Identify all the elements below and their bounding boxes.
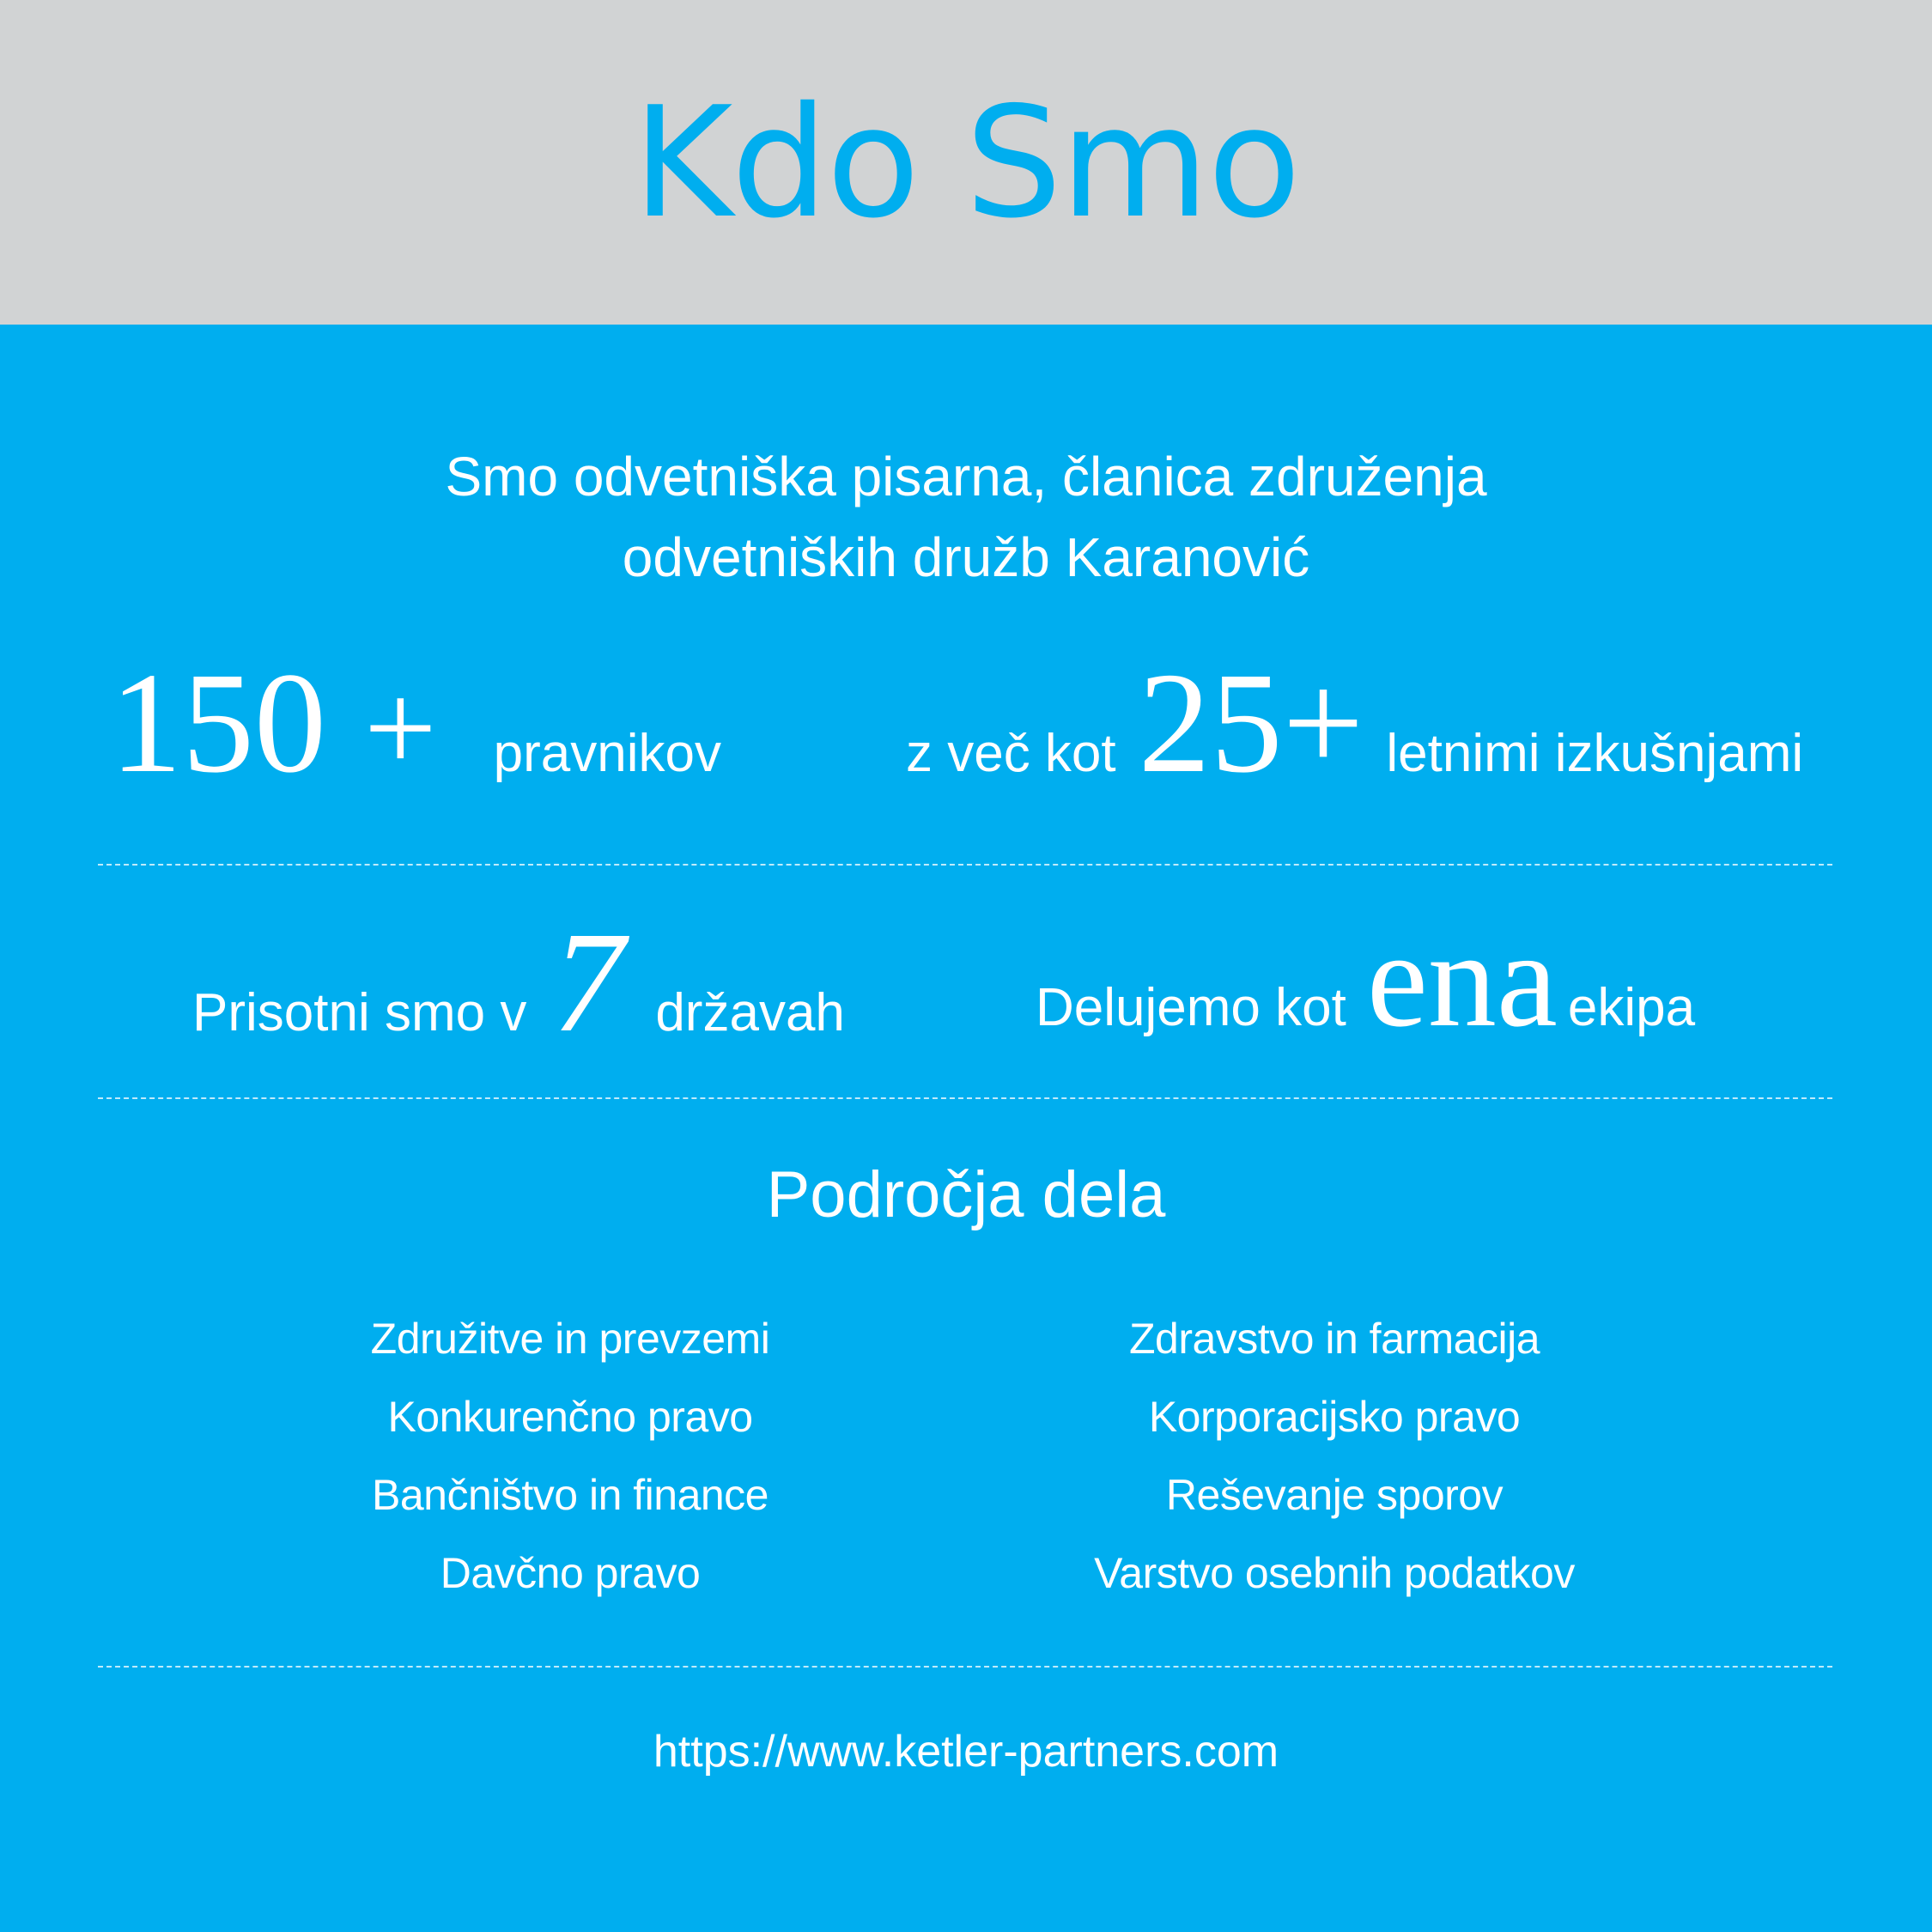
practice-area-item: Korporacijsko pravo [1148,1393,1521,1441]
stat-lawyers-label: pravnikov [493,724,721,783]
practice-areas-right [991,1300,1678,1613]
stat-lawyers [110,643,721,803]
intro-line-2: odvetniških družb Karanović [622,526,1310,588]
stat-lawyers-number: 150 [110,643,326,803]
stat-countries-number: 7 [552,902,625,1062]
stat-countries-label: državah [655,983,845,1042]
practice-area-item: Zdravstvo in farmacija [1128,1315,1540,1363]
practice-area-item: Varstvo osebnih podatkov [1094,1549,1575,1597]
practice-area-item: Reševanje sporov [1165,1471,1504,1519]
practice-area-item: Združitve in prevzemi [370,1315,770,1363]
stat-team-word: ena [1366,902,1558,1055]
divider-2 [98,1097,1832,1099]
stat-countries-prefix: Prisotni smo v [192,983,527,1042]
stat-team-label: ekipa [1567,978,1696,1037]
stat-experience [906,643,1804,803]
practice-area-item: Konkurenčno pravo [387,1393,753,1441]
practice-areas-title: Področja dela [766,1158,1166,1231]
practice-areas-left [227,1300,914,1613]
stat-experience-label: letnimi izkušnjami [1386,724,1804,783]
website-link[interactable]: https://www.ketler-partners.com [653,1727,1279,1777]
stat-experience-number: 25+ [1138,643,1364,803]
divider-3 [98,1666,1832,1668]
stat-experience-prefix: z več kot [906,724,1116,783]
main-panel [0,325,1932,1932]
intro-text [0,436,1932,598]
stat-lawyers-plus: + [364,657,437,799]
intro-line-1: Smo odvetniška pisarna, članica združenja [445,446,1487,507]
stat-team-prefix: Delujemo kot [1036,978,1346,1037]
stat-team [1036,902,1696,1055]
divider-1 [98,864,1832,866]
practice-area-item: Davčno pravo [440,1549,701,1597]
practice-area-item: Bančništvo in finance [371,1471,769,1519]
page-title: Kdo Smo [632,73,1300,252]
stat-countries [192,902,845,1062]
